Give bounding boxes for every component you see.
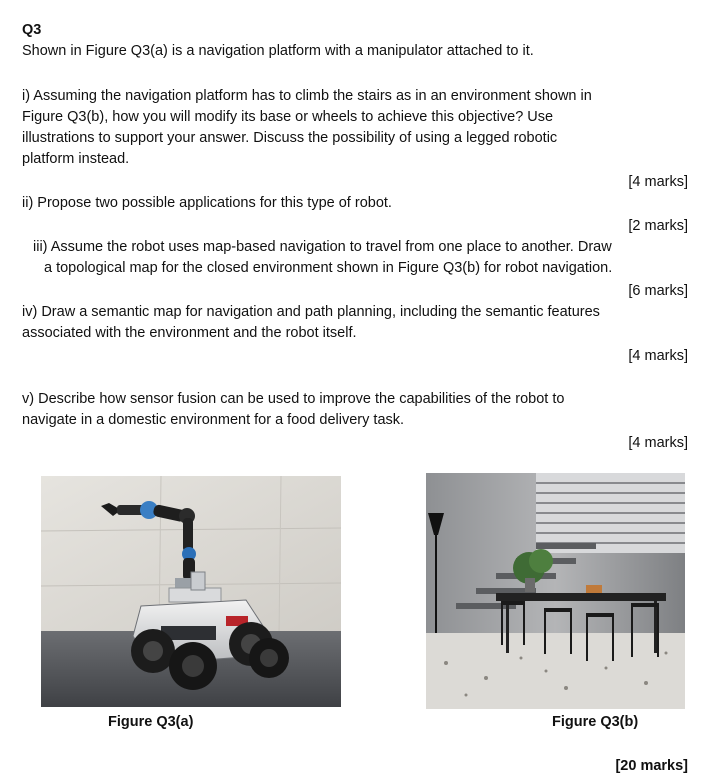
part-ii-marks: [2 marks] xyxy=(628,218,688,234)
part-iii-line-2: a topological map for the closed environment shown in Figure Q3(b) for robot navigation. xyxy=(44,260,613,276)
figure-q3a-caption: Figure Q3(a) xyxy=(108,714,194,730)
part-i-line-4: platform instead. xyxy=(22,151,130,167)
figure-q3b-caption: Figure Q3(b) xyxy=(552,714,639,730)
part-i-line-1: i) Assuming the navigation platform has to climb the stairs as in an environment shown in xyxy=(22,88,592,104)
part-i-line-3: illustrations to support your answer. Discuss the possibility of using a legged robotic xyxy=(22,130,558,146)
total-marks: [20 marks] xyxy=(615,758,688,774)
part-ii-line-1: ii) Propose two possible applications for this type of robot. xyxy=(22,195,392,211)
part-iv-line-1: iv) Draw a semantic map for navigation and path planning, including the semantic features xyxy=(22,304,600,320)
part-iii-marks: [6 marks] xyxy=(628,283,688,299)
part-iv-marks: [4 marks] xyxy=(628,348,688,364)
part-i-marks: [4 marks] xyxy=(628,174,688,190)
part-i-line-2: Figure Q3(b), how you will modify its base or wheels to achieve this objective? Use xyxy=(22,109,554,125)
part-v-line-1: v) Describe how sensor fusion can be used to improve the capabilities of the robot to xyxy=(22,391,565,407)
question-intro: Shown in Figure Q3(a) is a navigation platform with a manipulator attached to it. xyxy=(22,43,534,59)
part-v-marks: [4 marks] xyxy=(628,435,688,451)
figure-q3a-robot-photo xyxy=(41,476,341,707)
question-number: Q3 xyxy=(22,22,42,38)
part-v-line-2: navigate in a domestic environment for a food delivery task. xyxy=(22,412,405,428)
figure-q3b-room-photo xyxy=(426,473,685,709)
part-iii-line-1: iii) Assume the robot uses map-based navigation to travel from one place to another. Draw xyxy=(33,239,612,255)
part-iv-line-2: associated with the environment and the robot itself. xyxy=(22,325,357,341)
